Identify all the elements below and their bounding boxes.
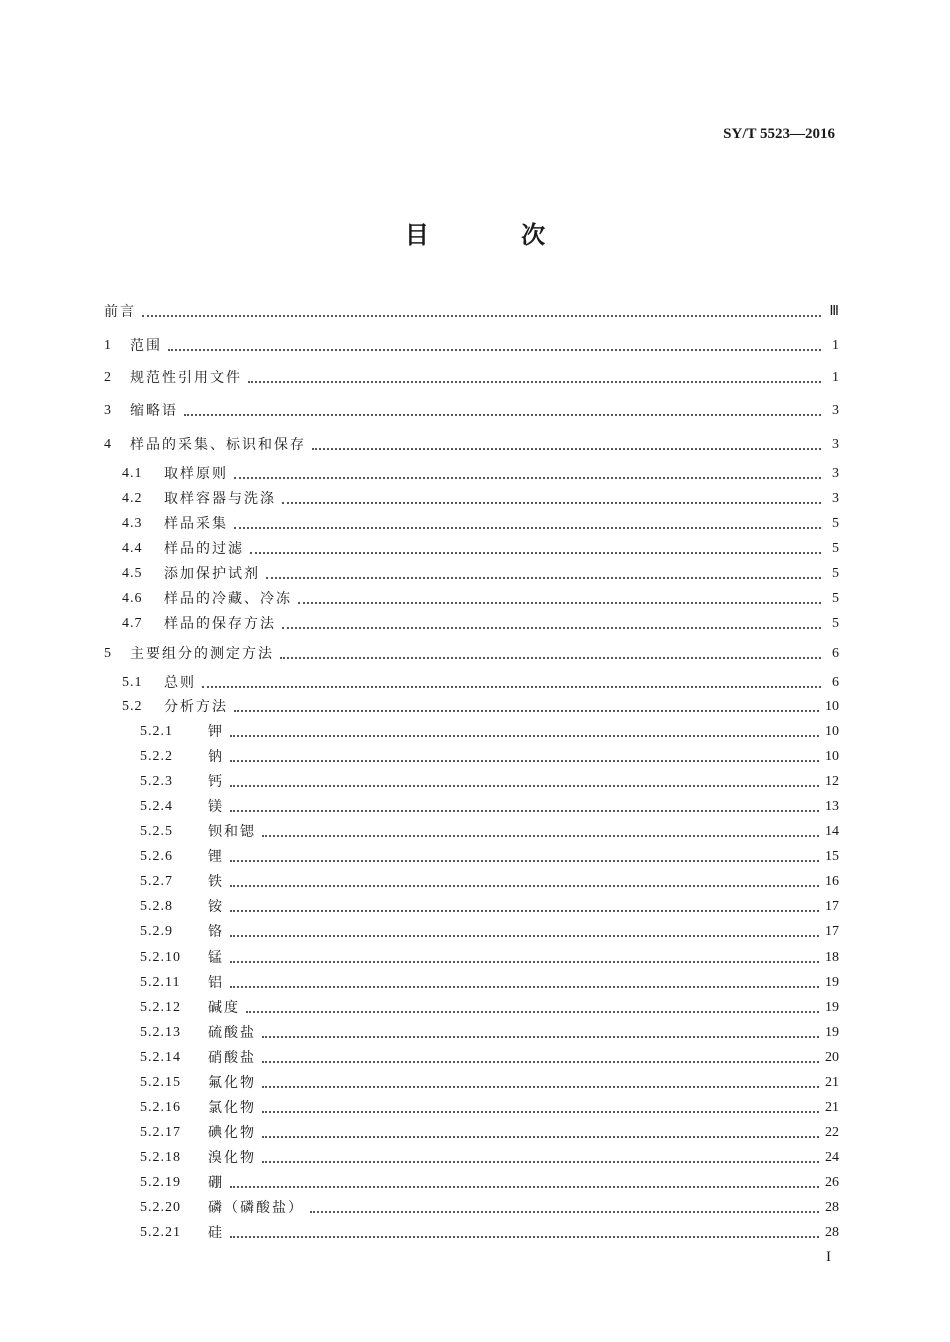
toc-entry-label: 样品的保存方法 xyxy=(164,616,276,632)
toc-entry-page: 10 xyxy=(825,724,839,739)
toc-leader xyxy=(310,1210,819,1213)
toc-entry-page: 19 xyxy=(825,1025,839,1040)
toc-entry-number: 4.2 xyxy=(122,491,143,506)
toc-entry-label: 添加保护试剂 xyxy=(164,566,260,582)
toc-entry-label: 硫酸盐 xyxy=(208,1025,256,1041)
toc-entry-page: 17 xyxy=(825,924,839,939)
toc-entry-page: 10 xyxy=(825,749,839,764)
toc-entry-page: 22 xyxy=(825,1125,839,1140)
toc-entry-label: 镁 xyxy=(208,799,224,815)
toc-entry-number: 5.2.13 xyxy=(140,1025,181,1040)
toc-entry-label: 溴化物 xyxy=(208,1150,256,1166)
toc-entry-page: 5 xyxy=(832,566,839,581)
toc-entry-number: 4.5 xyxy=(122,566,143,581)
toc-leader xyxy=(230,985,819,988)
toc-entry-label: 总则 xyxy=(164,675,196,691)
toc-leader xyxy=(234,526,821,529)
toc-leader xyxy=(142,314,821,317)
toc-entry-label: 碘化物 xyxy=(208,1125,256,1141)
toc-leader xyxy=(298,601,821,604)
toc-leader xyxy=(230,1185,819,1188)
page-number: I xyxy=(826,1249,831,1265)
toc-entry[interactable] xyxy=(140,897,839,917)
toc-entry-page: 6 xyxy=(832,646,839,661)
toc-entry-label: 规范性引用文件 xyxy=(130,370,242,386)
toc-entry-number: 5.2.7 xyxy=(140,874,173,889)
toc-entry-label: 样品采集 xyxy=(164,516,228,532)
toc-entry[interactable] xyxy=(140,922,839,942)
toc-entry-page: 21 xyxy=(825,1075,839,1090)
toc-entry-label: 铝 xyxy=(208,975,224,991)
toc-entry[interactable] xyxy=(104,368,839,388)
toc-entry[interactable] xyxy=(104,302,839,322)
toc-entry-number: 5.2.14 xyxy=(140,1050,181,1065)
toc-entry-number: 5.2.12 xyxy=(140,1000,181,1015)
toc-leader xyxy=(230,884,819,887)
toc-entry-number: 5.2.8 xyxy=(140,899,173,914)
toc-entry[interactable] xyxy=(140,1023,839,1043)
toc-leader xyxy=(234,476,821,479)
toc-entry-label: 缩略语 xyxy=(130,403,178,419)
toc-entry[interactable] xyxy=(122,539,839,559)
toc-leader xyxy=(266,576,821,579)
toc-leader xyxy=(246,1010,819,1013)
toc-entry[interactable] xyxy=(122,697,839,717)
toc-entry-page: 12 xyxy=(825,774,839,789)
toc-entry[interactable] xyxy=(122,614,839,634)
toc-entry-page: 3 xyxy=(832,466,839,481)
toc-entry-number: 5.2.5 xyxy=(140,824,173,839)
toc-entry-page: 28 xyxy=(825,1200,839,1215)
toc-entry[interactable] xyxy=(140,1048,839,1068)
toc-entry[interactable] xyxy=(122,589,839,609)
toc-entry[interactable] xyxy=(140,973,839,993)
toc-entry-page: 19 xyxy=(825,1000,839,1015)
toc-entry-label: 主要组分的测定方法 xyxy=(130,646,274,662)
toc-entry-page: 14 xyxy=(825,824,839,839)
toc-leader xyxy=(230,784,819,787)
toc-entry-label: 钾 xyxy=(208,724,224,740)
toc-entry-page: 1 xyxy=(832,370,839,385)
toc-entry[interactable] xyxy=(140,747,839,767)
toc-entry[interactable] xyxy=(140,1123,839,1143)
toc-entry-page: 15 xyxy=(825,849,839,864)
toc-entry[interactable] xyxy=(140,1148,839,1168)
toc-entry-number: 4.3 xyxy=(122,516,143,531)
toc-leader xyxy=(230,859,819,862)
toc-entry-page: 17 xyxy=(825,899,839,914)
toc-entry[interactable] xyxy=(122,673,839,693)
toc-leader xyxy=(230,809,819,812)
toc-entry-label: 铵 xyxy=(208,899,224,915)
toc-entry[interactable] xyxy=(140,1198,839,1218)
toc-entry[interactable] xyxy=(140,1173,839,1193)
toc-entry[interactable] xyxy=(140,872,839,892)
toc-entry-label: 取样容器与洗涤 xyxy=(164,491,276,507)
toc-entry[interactable] xyxy=(122,514,839,534)
toc-entry-number: 4.1 xyxy=(122,466,143,481)
toc-leader xyxy=(262,1035,819,1038)
toc-entry-number: 5.2.19 xyxy=(140,1175,181,1190)
toc-entry-number: 1 xyxy=(104,338,112,353)
toc-entry-page: 24 xyxy=(825,1150,839,1165)
toc-entry-label: 铬 xyxy=(208,924,224,940)
toc-entry-number: 5.2.2 xyxy=(140,749,173,764)
toc-entry-number: 5.2 xyxy=(122,699,143,714)
toc-entry-number: 5.2.6 xyxy=(140,849,173,864)
toc-entry[interactable] xyxy=(104,401,839,421)
toc-entry-label: 样品的冷藏、冷冻 xyxy=(164,591,292,607)
toc-entry-page: 16 xyxy=(825,874,839,889)
toc-entry-number: 5.2.15 xyxy=(140,1075,181,1090)
toc-entry-number: 5.2.3 xyxy=(140,774,173,789)
toc-entry-page: 1 xyxy=(832,338,839,353)
toc-entry-label: 范围 xyxy=(130,338,162,354)
toc-entry[interactable] xyxy=(122,564,839,584)
toc-entry-label: 锂 xyxy=(208,849,224,865)
toc-entry-page: 5 xyxy=(832,516,839,531)
toc-entry[interactable] xyxy=(104,435,839,455)
toc-entry-number: 4.6 xyxy=(122,591,143,606)
toc-entry-number: 4.4 xyxy=(122,541,143,556)
toc-entry-label: 钡和锶 xyxy=(208,824,256,840)
toc-entry-label: 样品的过滤 xyxy=(164,541,244,557)
toc-entry[interactable] xyxy=(140,1223,839,1243)
toc-entry[interactable] xyxy=(122,464,839,484)
toc-leader xyxy=(230,734,819,737)
toc-entry[interactable] xyxy=(140,948,839,968)
toc-entry-page: 28 xyxy=(825,1225,839,1240)
toc-entry[interactable] xyxy=(140,847,839,867)
toc-entry-number: 5.2.18 xyxy=(140,1150,181,1165)
toc-entry-page: 5 xyxy=(832,616,839,631)
toc-entry[interactable] xyxy=(122,489,839,509)
toc-entry-page: 5 xyxy=(832,541,839,556)
toc-entry-number: 5.2.1 xyxy=(140,724,173,739)
toc-entry[interactable] xyxy=(140,822,839,842)
toc-leader xyxy=(230,909,819,912)
toc-entry-page: 26 xyxy=(825,1175,839,1190)
toc-entry-number: 5.2.11 xyxy=(140,975,181,990)
toc-leader xyxy=(234,709,819,712)
page-title: 目 次 xyxy=(404,220,588,249)
toc-entry-page: 3 xyxy=(832,437,839,452)
toc-leader xyxy=(248,380,821,383)
toc-entry-number: 5.2.10 xyxy=(140,950,181,965)
toc-entry-number: 5.2.16 xyxy=(140,1100,181,1115)
toc-entry-number: 5.1 xyxy=(122,675,143,690)
toc-entry-page: 3 xyxy=(832,491,839,506)
toc-leader xyxy=(184,413,821,416)
toc-leader xyxy=(230,960,819,963)
toc-entry-label: 铁 xyxy=(208,874,224,890)
toc-entry[interactable] xyxy=(140,722,839,742)
toc-entry-label: 钠 xyxy=(208,749,224,765)
toc-entry-page: 20 xyxy=(825,1050,839,1065)
toc-entry-page: 6 xyxy=(832,675,839,690)
toc-leader xyxy=(250,551,821,554)
toc-leader xyxy=(262,1160,819,1163)
toc-entry-label: 磷（磷酸盐） xyxy=(208,1200,304,1216)
toc-entry-label: 钙 xyxy=(208,774,224,790)
toc-entry-label: 取样原则 xyxy=(164,466,228,482)
toc-entry-number: 5.2.9 xyxy=(140,924,173,939)
toc-entry-page: 19 xyxy=(825,975,839,990)
toc-leader xyxy=(262,1135,819,1138)
toc-entry-number: 4 xyxy=(104,437,112,452)
toc-entry-page: 3 xyxy=(832,403,839,418)
toc-leader xyxy=(282,501,821,504)
toc-entry-label: 碱度 xyxy=(208,1000,240,1016)
toc-leader xyxy=(262,1060,819,1063)
toc-entry[interactable] xyxy=(104,644,839,664)
toc-leader xyxy=(262,1110,819,1113)
toc-entry-page: Ⅲ xyxy=(829,304,839,319)
toc-leader xyxy=(262,1085,819,1088)
toc-entry[interactable] xyxy=(104,336,839,356)
toc-entry-number: 5.2.4 xyxy=(140,799,173,814)
toc-leader xyxy=(312,447,821,450)
toc-entry-number: 4.7 xyxy=(122,616,143,631)
toc-entry[interactable] xyxy=(140,1073,839,1093)
toc-entry-number: 5.2.21 xyxy=(140,1225,181,1240)
toc-entry-page: 21 xyxy=(825,1100,839,1115)
toc-entry-label: 硼 xyxy=(208,1175,224,1191)
toc-leader xyxy=(230,1235,819,1238)
toc-entry-label: 硝酸盐 xyxy=(208,1050,256,1066)
toc-entry[interactable] xyxy=(140,797,839,817)
toc-leader xyxy=(282,626,821,629)
toc-entry-number: 2 xyxy=(104,370,112,385)
toc-entry-label: 氟化物 xyxy=(208,1075,256,1091)
toc-entry-label: 前言 xyxy=(104,304,136,320)
toc-entry-number: 3 xyxy=(104,403,112,418)
toc-leader xyxy=(202,685,821,688)
standard-number: SY/T 5523—2016 xyxy=(723,126,835,142)
toc-entry-label: 样品的采集、标识和保存 xyxy=(130,437,306,453)
toc-leader xyxy=(262,834,819,837)
toc-entry-page: 18 xyxy=(825,950,839,965)
toc-entry-label: 氯化物 xyxy=(208,1100,256,1116)
toc-entry-label: 锰 xyxy=(208,950,224,966)
toc-entry[interactable] xyxy=(140,772,839,792)
toc-entry[interactable] xyxy=(140,1098,839,1118)
toc-leader xyxy=(168,348,821,351)
toc-entry-page: 13 xyxy=(825,799,839,814)
toc-entry-number: 5.2.17 xyxy=(140,1125,181,1140)
toc-leader xyxy=(230,934,819,937)
toc-entry-label: 硅 xyxy=(208,1225,224,1241)
toc-entry-number: 5 xyxy=(104,646,112,661)
toc-entry[interactable] xyxy=(140,998,839,1018)
toc-entry-number: 5.2.20 xyxy=(140,1200,181,1215)
toc-entry-page: 10 xyxy=(825,699,839,714)
toc-leader xyxy=(280,656,821,659)
toc-entry-page: 5 xyxy=(832,591,839,606)
toc-entry-label: 分析方法 xyxy=(164,699,228,715)
toc-leader xyxy=(230,759,819,762)
